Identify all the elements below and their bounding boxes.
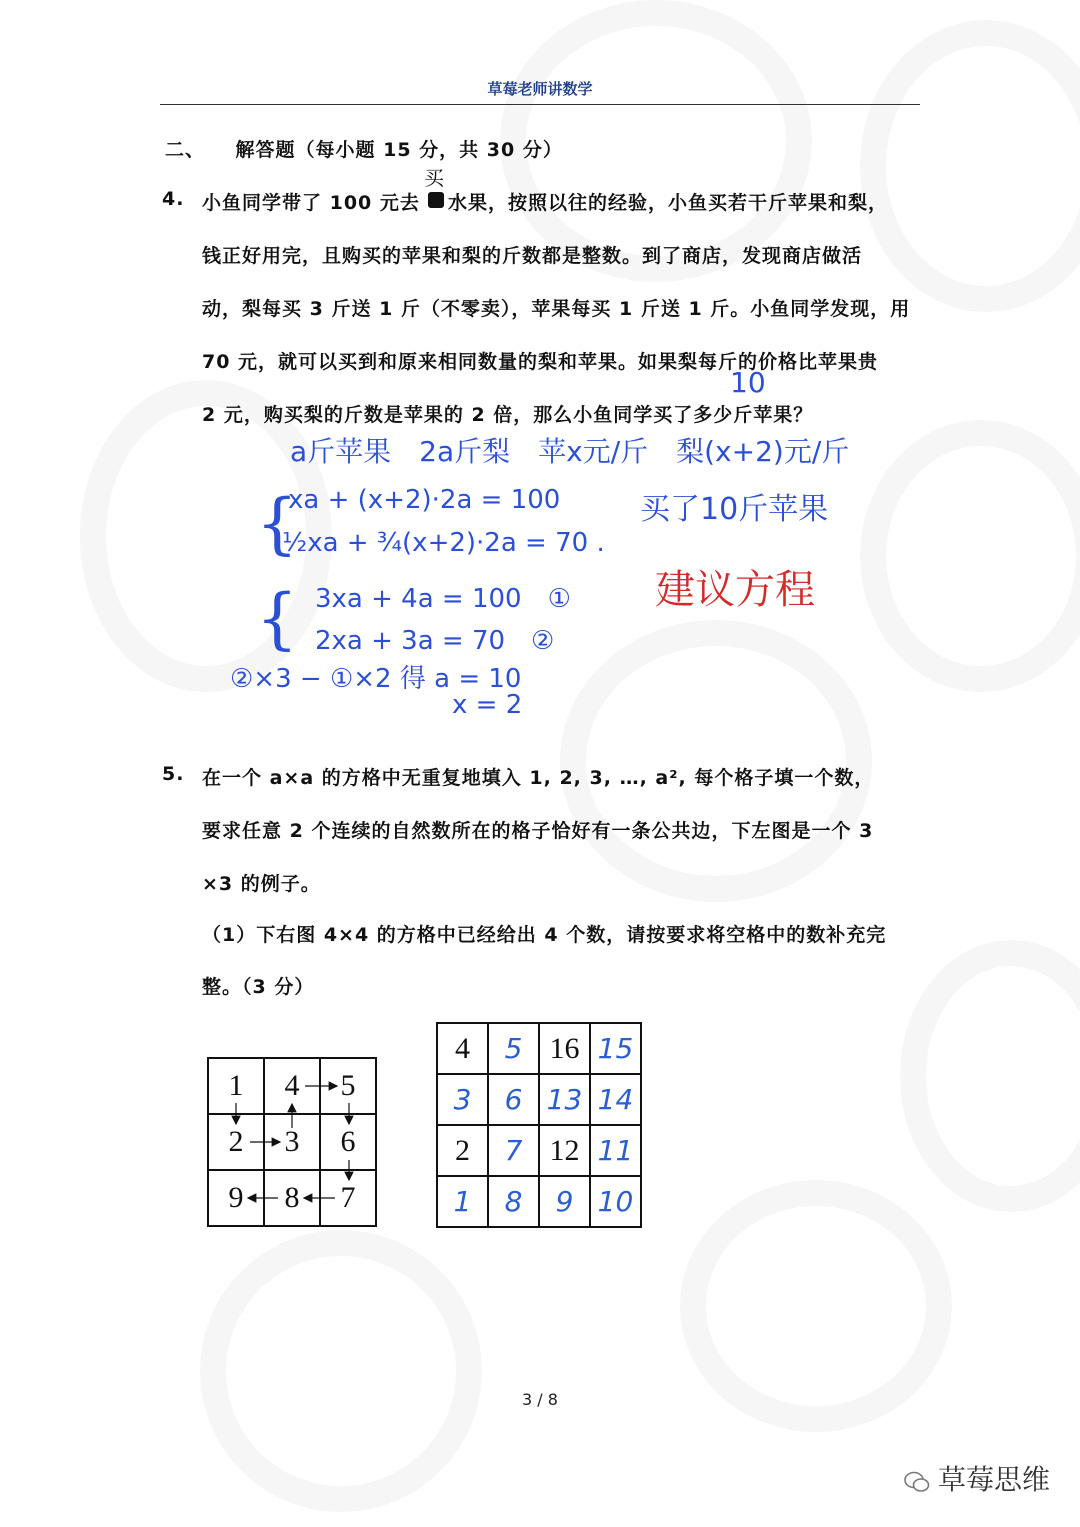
grid4-cell: 2 <box>437 1125 488 1176</box>
equation-brace: { <box>256 485 298 562</box>
grid4-cell: 8 <box>488 1176 539 1227</box>
handwritten-eq4: 2xa + 3a = 70 ② <box>315 626 555 656</box>
grid4-cell: 9 <box>539 1176 590 1227</box>
grid4-cell: 14 <box>590 1074 641 1125</box>
grid4-cell: 1 <box>437 1176 488 1227</box>
grid3-cell: 6 <box>320 1114 376 1170</box>
brand-name: 草莓思维 <box>938 1463 1051 1496</box>
handwritten-eq5: ②×3 − ①×2 得 a = 10 <box>230 664 522 694</box>
q4-line1-b: 水果，按照以往的经验，小鱼买若干斤苹果和梨， <box>448 192 889 214</box>
q5-line3: ×3 的例子。 <box>202 873 321 895</box>
equation-brace: { <box>256 580 298 657</box>
q4-number: 4. <box>162 188 185 210</box>
handwritten-eq3: 3xa + 4a = 100 ① <box>315 584 571 614</box>
grid4-cell: 7 <box>488 1125 539 1176</box>
q5-sub1-line1: （1）下右图 4×4 的方格中已经给出 4 个数，请按要求将空格中的数补充完 <box>202 924 887 946</box>
grid3-cell: 2 <box>208 1114 264 1170</box>
handwritten-answer: 买了10斤苹果 <box>640 492 829 527</box>
q4-line1-a: 小鱼同学带了 100 元去 <box>202 192 420 214</box>
q4-line5: 2 元，购买梨的斤数是苹果的 2 倍，那么小鱼同学买了多少斤苹果？ <box>202 404 814 426</box>
page-number: 3 / 8 <box>522 1390 558 1409</box>
q5-number: 5. <box>162 763 185 785</box>
handwritten-answer-mark: 10 <box>730 366 766 399</box>
grid3-cell: 3 <box>264 1114 320 1170</box>
grid3-cell: 4 <box>264 1058 320 1114</box>
brand-footer <box>904 1458 1050 1498</box>
grid3-cell: 1 <box>208 1058 264 1114</box>
insert-mark: 买 <box>424 166 444 190</box>
grid4-cell: 11 <box>590 1125 641 1176</box>
q5-line2: 要求任意 2 个连续的自然数所在的格子恰好有一条公共边，下左图是一个 3 <box>202 820 874 842</box>
q4-line3: 动，梨每买 3 斤送 1 斤（不零卖），苹果每买 1 斤送 1 斤。小鱼同学发现，用 <box>202 298 911 320</box>
grid3-cell: 8 <box>264 1170 320 1226</box>
q5-sub1-line2: 整。（3 分） <box>202 976 315 998</box>
grid4-cell: 4 <box>437 1023 488 1074</box>
grid4-cell: 15 <box>590 1023 641 1074</box>
grid4-cell: 13 <box>539 1074 590 1125</box>
grid4-cell: 3 <box>437 1074 488 1125</box>
grid4-cell: 16 <box>539 1023 590 1074</box>
grid3-cell: 5 <box>320 1058 376 1114</box>
grid3-cell: 9 <box>208 1170 264 1226</box>
section-title: 二、 解答题（每小题 15 分，共 30 分） <box>165 139 563 161</box>
grid4-cell: 10 <box>590 1176 641 1227</box>
handwritten-remark: 建议方程 <box>655 567 815 613</box>
grid3-cell: 7 <box>320 1170 376 1226</box>
grid4-cell: 6 <box>488 1074 539 1125</box>
handwritten-eq1: xa + (x+2)·2a = 100 <box>288 485 561 515</box>
handwritten-eq6: x = 2 <box>452 690 523 720</box>
answer-grid-4x4 <box>436 1022 642 1228</box>
q4-line2: 钱正好用完，且购买的苹果和梨的斤数都是整数。到了商店，发现商店做活 <box>202 245 863 267</box>
q4-line4: 70 元，就可以买到和原来相同数量的梨和苹果。如果梨每斤的价格比苹果贵 <box>202 351 879 373</box>
grid4-cell: 5 <box>488 1023 539 1074</box>
page-header: 草莓老师讲数学 <box>487 80 593 98</box>
handwritten-setup: a斤苹果 2a斤梨 苹x元/斤 梨(x+2)元/斤 <box>290 435 850 468</box>
wechat-icon <box>904 1467 930 1489</box>
q5-line1: 在一个 a×a 的方格中无重复地填入 1, 2, 3, …, a², 每个格子填一个数， <box>202 767 875 789</box>
handwritten-eq2: ½xa + ¾(x+2)·2a = 70 . <box>282 528 605 558</box>
grid4-cell: 12 <box>539 1125 590 1176</box>
